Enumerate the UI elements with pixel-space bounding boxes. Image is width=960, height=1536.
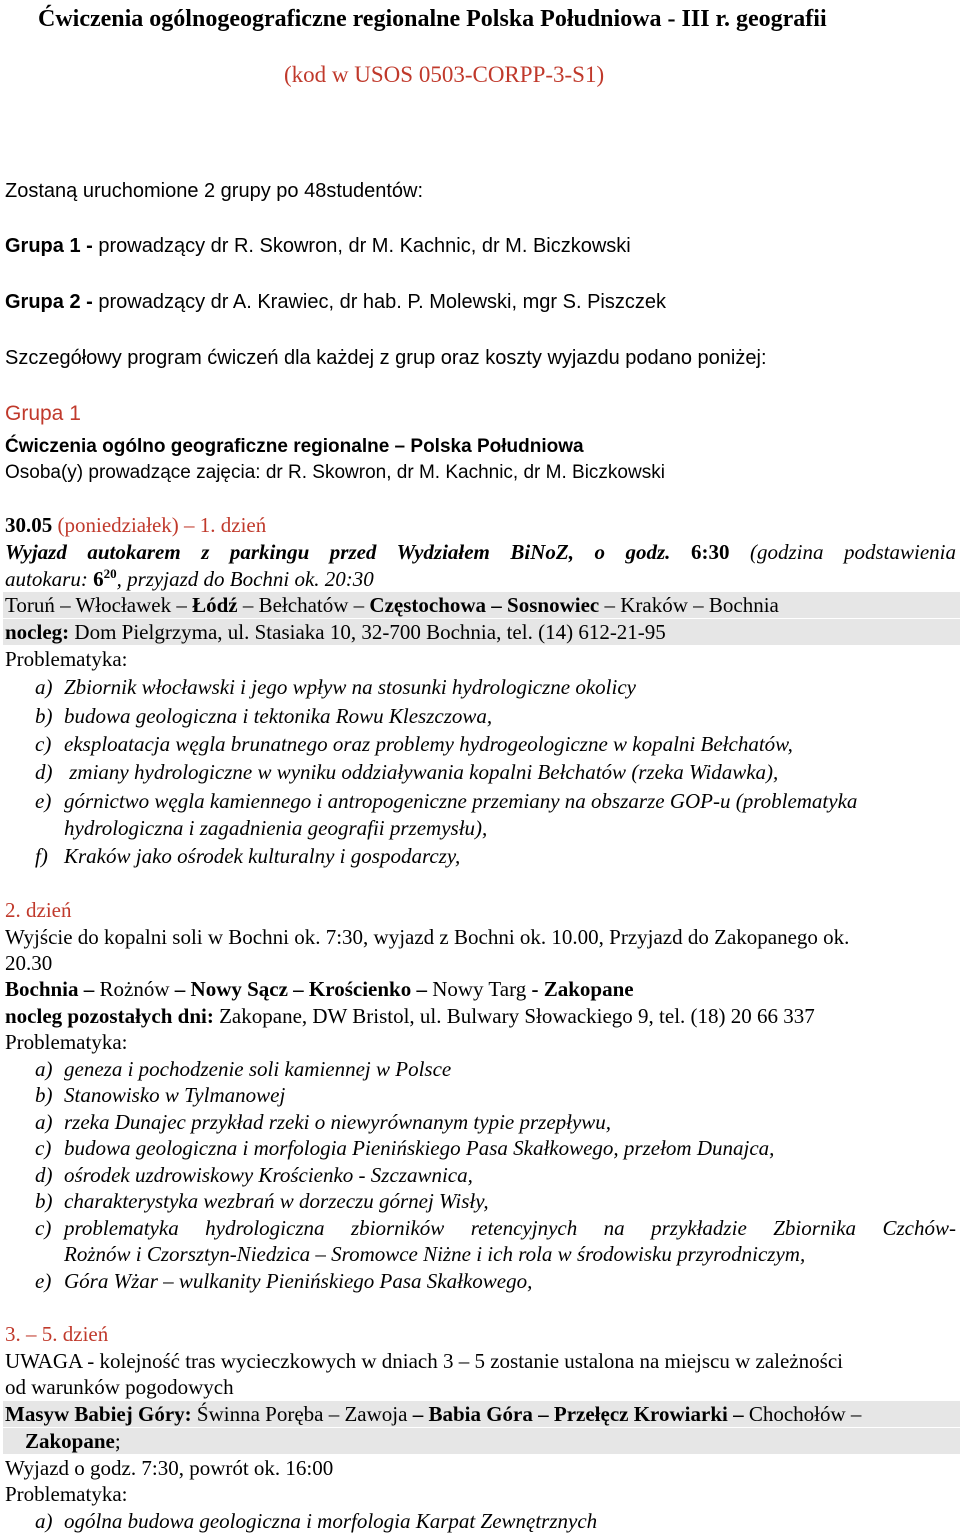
day1-hour: 6 (93, 567, 104, 591)
route-segment: – Bełchatów – (237, 593, 370, 617)
day2-exit-a: Wyjście do kopalni soli w Bochni ok. 7:30, wyjazd z Bochni ok. 10.00, Przyjazd do Zakopanego ok. (5, 925, 850, 949)
day1-route (3, 592, 960, 618)
day3-5-heading: 3. – 5. dzień (5, 1322, 109, 1346)
group1-line (5, 233, 960, 259)
route-segment: Nowy Targ (426, 977, 532, 1001)
list-item: b) charakterystyka wezbrań w dorzeczu górnej Wisły, (35, 1189, 489, 1213)
route-end: ; (114, 1429, 121, 1453)
day2-lodging-label: nocleg pozostałych dni: (5, 1004, 214, 1028)
group2-text: prowadzący dr A. Krawiec, dr hab. P. Molewski, mgr S. Piszczek (92, 291, 666, 313)
day3-5-departure: Wyjazd o godz. 7:30, powrót ok. 16:00 (5, 1456, 334, 1480)
route-segment: Masyw Babiej Góry: (5, 1402, 192, 1426)
route-segment: Toruń – Włocławek – (5, 593, 193, 617)
group1-text: prowadzący dr R. Skowron, dr M. Kachnic, dr M. Biczkowski (92, 235, 631, 257)
course-code: (kod w USOS 0503-CORPP-3-S1) (284, 62, 605, 87)
day2-route (5, 976, 960, 1002)
list-item: b) Stanowisko w Tylmanowej (35, 1083, 286, 1107)
list-item-continuation: Rożnów i Czorsztyn-Niedzica – Sromowce Niżne i ich rola w środowisku przyrodniczym, (64, 1242, 806, 1266)
instructors: Osoba(y) prowadzące zajęcia: dr R. Skowron, dr M. Kachnic, dr M. Biczkowski (5, 462, 665, 483)
route-segment: – Babia Góra – Przełęcz Krowiarki – (412, 1402, 744, 1426)
day3-5-note-a: UWAGA - kolejność tras wycieczkowych w dniach 3 – 5 zostanie ustalona na miejscu w zależności (5, 1349, 843, 1373)
list-item: a) geneza i pochodzenie soli kamiennej w Polsce (35, 1057, 452, 1081)
list-item: a) ogólna budowa geologiczna i morfologia Karpat Zewnętrznych (35, 1509, 598, 1533)
intro-text: Zostaną uruchomione 2 grupy po 48studentów: (5, 180, 424, 202)
route-segment: - Zakopane (531, 977, 634, 1001)
list-item: f) Kraków jako ośrodek kulturalny i gospodarczy, (35, 844, 461, 868)
list-item: c) problematyka hydrologiczna zbiorników retencyjnych na przykładzie Zbiornika Czchów- (35, 1216, 956, 1240)
route-end-bold: Zakopane (25, 1429, 115, 1453)
day1-problems-label: Problematyka: (5, 647, 128, 671)
list-item: d) zmiany hydrologiczne w wyniku oddziaływania kopalni Bełchatów (rzeka Widawka), (35, 760, 779, 784)
list-item: a) Zbiornik włocławski i jego wpływ na stosunki hydrologiczne okolicy (35, 675, 636, 699)
route-segment: – Kraków – Bochnia (599, 593, 779, 617)
route-segment: Świnna Poręba – Zawoja (191, 1402, 413, 1426)
day1-heading (5, 512, 960, 538)
list-item-continuation: hydrologiczna i zagadnienia geografii przemysłu), (64, 816, 488, 840)
route-segment: Częstochowa – Sosnowiec (369, 593, 600, 617)
list-item: c) budowa geologiczna i morfologia Pienińskiego Pasa Skałkowego, przełom Dunajca, (35, 1136, 775, 1160)
day1-departure-a: Wyjazd autokarem z parkingu przed Wydziałem BiNoZ, o godz. (5, 540, 671, 564)
day1-departure-b: (godzina podstawienia (729, 540, 956, 564)
list-item: b) budowa geologiczna i tektonika Rowu Kleszczowa, (35, 704, 493, 728)
day1-minutes: 20 (103, 566, 117, 581)
route-segment: Rożnów (94, 977, 175, 1001)
day1-line2-b: , przyjazd do Bochni ok. 20:30 (116, 567, 374, 591)
route-segment: Bochnia – (5, 977, 95, 1001)
day2-heading: 2. dzień (5, 898, 72, 922)
grupa1-heading: Grupa 1 (5, 402, 81, 425)
course-name: Ćwiczenia ogólno geograficzne regionalne – Polska Południowa (5, 436, 584, 457)
day1-arrival (5, 566, 960, 592)
list-item: e) górnictwo węgla kamiennego i antropogeniczne przemiany na obszarze GOP-u (problematyka (35, 789, 858, 813)
day1-weekday: (poniedziałek) – 1. dzień (52, 513, 267, 537)
day1-line2-a: autokaru: (5, 567, 94, 591)
day2-lodging (5, 1003, 960, 1029)
group2-label: Grupa 2 - (5, 291, 93, 313)
day2-lodging-text: Zakopane, DW Bristol, ul. Bulwary Słowackiego 9, tel. (18) 20 66 337 (213, 1004, 815, 1028)
day1-departure (5, 539, 956, 565)
day1-lodging-text: Dom Pielgrzyma, ul. Stasiaka 10, 32-700 Bochnia, tel. (14) 612-21-95 (69, 620, 666, 644)
day2-exit-b: 20.30 (5, 951, 53, 975)
page-title: Ćwiczenia ogólnogeograficzne regionalne Polska Południowa - III r. geografii (38, 6, 827, 32)
group1-label: Grupa 1 - (5, 235, 93, 257)
route-segment: Chochołów – (743, 1402, 862, 1426)
list-item: c) eksploatacja węgla brunatnego oraz problemy hydrogeologiczne w kopalni Bełchatów, (35, 732, 793, 756)
group2-line (5, 289, 960, 315)
list-item: e) Góra Wżar – wulkanity Pienińskiego Pasa Skałkowego, (35, 1269, 533, 1293)
day1-time: 6:30 (670, 540, 730, 564)
route-segment: Łódź (192, 593, 238, 617)
details-text: Szczegółowy program ćwiczeń dla każdej z grup oraz koszty wyjazdu podano poniżej: (5, 347, 767, 369)
day3-5-route (3, 1401, 960, 1427)
day3-5-route-end (3, 1428, 960, 1454)
day1-date: 30.05 (5, 513, 53, 537)
day1-lodging (3, 619, 960, 645)
day2-problems-label: Problematyka: (5, 1030, 128, 1054)
day3-5-note-b: od warunków pogodowych (5, 1375, 234, 1399)
day1-lodging-label: nocleg: (5, 620, 70, 644)
route-segment: – Nowy Sącz – Krościenko – (174, 977, 427, 1001)
list-item: d) ośrodek uzdrowiskowy Krościenko - Szczawnica, (35, 1163, 473, 1187)
list-item: a) rzeka Dunajec przykład rzeki o niewyrównanym typie przepływu, (35, 1110, 612, 1134)
day3-5-problems-label: Problematyka: (5, 1482, 128, 1506)
